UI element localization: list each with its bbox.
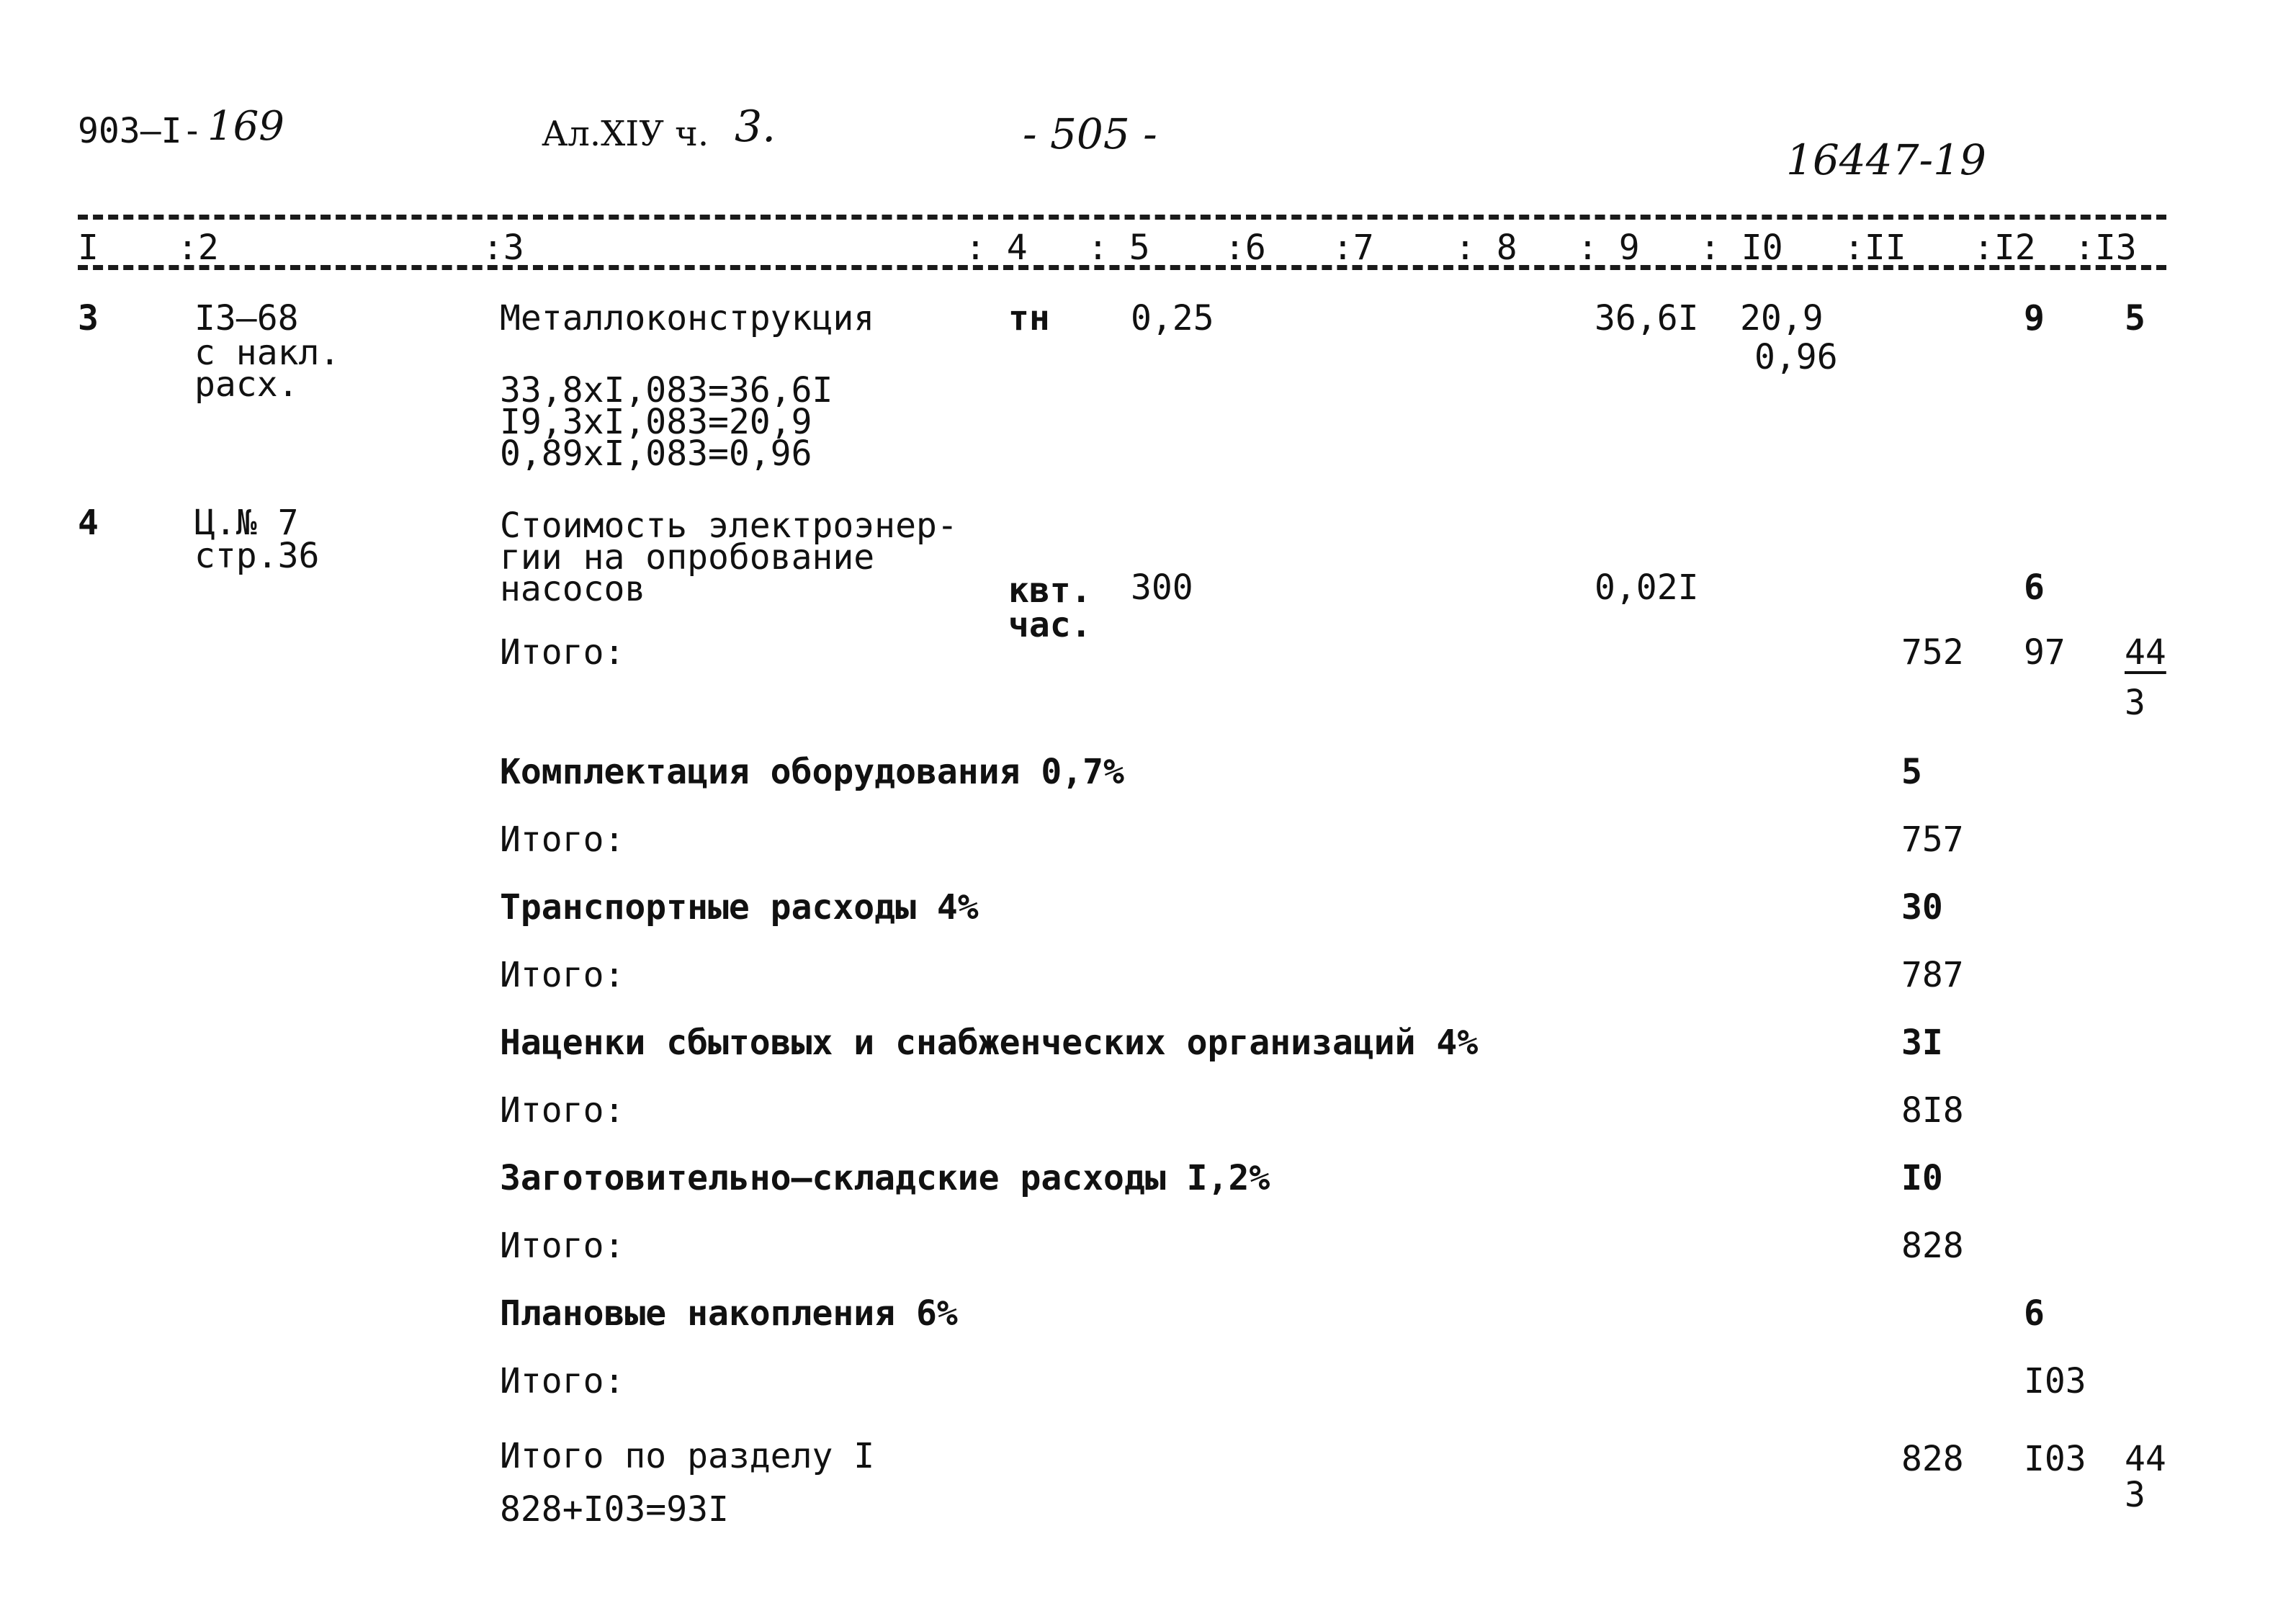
total-col11: 752 (1901, 632, 1964, 673)
row-unit-line: час. (1008, 605, 1092, 645)
total-col11: 30 (1901, 887, 1943, 928)
column-header-8: : 8 (1455, 228, 1517, 268)
row-name: Металлоконструкция (500, 298, 875, 338)
total-col11: 8I8 (1901, 1090, 1964, 1131)
row-code-line: I3–68 (194, 298, 299, 338)
total-label: Транспортные расходы 4% (500, 887, 979, 928)
archive-number: 16447-19 (1786, 135, 1986, 184)
page-number: - 505 - (1023, 109, 1157, 158)
total-col12: 97 (2024, 632, 2066, 673)
total-label: Наценки сбытовых и снабженческих организаций 4% (500, 1023, 1479, 1063)
column-header-3: :3 (483, 228, 524, 268)
row-col10: 20,9 (1740, 298, 1824, 338)
row-col13: 5 (2125, 298, 2145, 338)
total-col12: I03 (2024, 1361, 2086, 1401)
row-number: 4 (78, 503, 99, 543)
total-col11: 828 (1901, 1226, 1964, 1266)
column-header-9: : 9 (1577, 228, 1640, 268)
row-col12: 9 (2024, 298, 2045, 338)
section-total-col11: 828 (1901, 1439, 1964, 1479)
total-col11: 3I (1901, 1023, 1943, 1063)
total-label: Комплектация оборудования 0,7% (500, 752, 1124, 792)
column-header-7: :7 (1332, 228, 1374, 268)
section-total-col12: I03 (2024, 1439, 2086, 1479)
sheet-label: Ал.XIУ ч. (542, 114, 709, 154)
row-col9: 36,6I (1595, 298, 1699, 338)
column-header-11: :II (1844, 228, 1906, 268)
row-name-line: насосов (500, 569, 646, 609)
total-label: Плановые накопления 6% (500, 1293, 958, 1334)
total-label: Итого: (500, 1090, 625, 1131)
total-label: Заготовительно–складские расходы I,2% (500, 1158, 1270, 1198)
row-number: 3 (78, 298, 99, 338)
total-col11: I0 (1901, 1158, 1943, 1198)
row-quantity: 300 (1131, 567, 1193, 608)
column-header-6: :6 (1224, 228, 1266, 268)
sheet-number: 3. (735, 102, 776, 152)
row-quantity: 0,25 (1131, 298, 1214, 338)
row-calc-line: 0,89хI,083=0,96 (500, 434, 812, 474)
total-label: Итого: (500, 632, 625, 673)
section-total-sum: 828+I03=93I (500, 1489, 729, 1530)
column-header-2: :2 (177, 228, 219, 268)
row-col10: 0,96 (1754, 337, 1838, 377)
doc-code-prefix: 903–I- (78, 111, 203, 151)
row-name-line: Стоимость электроэнер- (500, 506, 958, 546)
column-header-10: : I0 (1700, 228, 1783, 268)
total-col12: 6 (2024, 1293, 2045, 1334)
total-label: Итого: (500, 820, 625, 860)
total-col13-numerator: 44 (2125, 632, 2166, 673)
column-header-12: :I2 (1973, 228, 2036, 268)
row-col12: 6 (2024, 567, 2045, 608)
row-name-line: гии на опробование (500, 537, 875, 578)
section-total-label: Итого по разделу I (500, 1436, 875, 1476)
total-label: Итого: (500, 955, 625, 995)
row-unit-line: квт. (1008, 570, 1092, 611)
column-header-4: : 4 (965, 228, 1028, 268)
row-calc-line: 33,8хI,083=36,6I (500, 370, 833, 410)
row-code-line: расх. (194, 364, 299, 405)
section-total-col13-numerator: 44 (2125, 1439, 2166, 1479)
header-bottom-rule (78, 265, 2166, 270)
total-col11: 787 (1901, 955, 1964, 995)
row-code-line: стр.36 (194, 536, 320, 576)
row-code-line: с накл. (194, 333, 341, 373)
total-label: Итого: (500, 1226, 625, 1266)
doc-code-number: 169 (207, 103, 284, 150)
header-top-rule (78, 215, 2166, 220)
total-col11: 757 (1901, 820, 1964, 860)
column-header-1: I (78, 228, 99, 268)
column-header-5: : 5 (1088, 228, 1150, 268)
row-unit: тн (1008, 298, 1050, 338)
section-total-col13-denominator: 3 (2125, 1475, 2145, 1515)
total-col13-denominator: 3 (2125, 683, 2145, 723)
column-header-13: :I3 (2074, 228, 2137, 268)
row-code-line: Ц.№ 7 (194, 503, 299, 543)
total-col11: 5 (1901, 752, 1922, 792)
row-calc-line: I9,3хI,083=20,9 (500, 402, 812, 442)
row-col9: 0,02I (1595, 567, 1699, 608)
total-label: Итого: (500, 1361, 625, 1401)
